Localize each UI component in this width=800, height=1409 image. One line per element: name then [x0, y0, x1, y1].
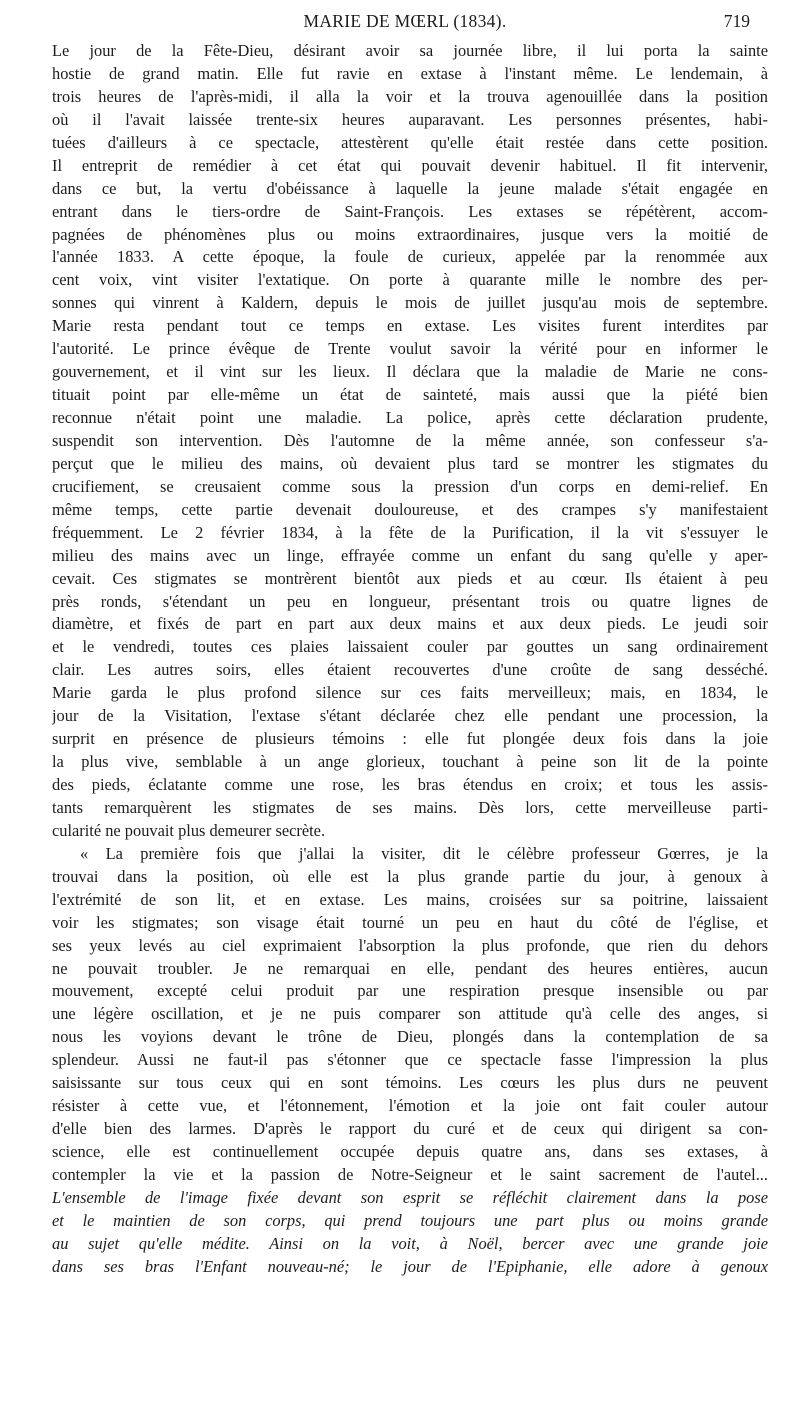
text-line: jour de la Visitation, l'extase s'étant déclarée chez elle pendant une procession, la — [52, 706, 768, 726]
text-line: Marie resta pendant tout ce temps en extase. Les visites furent interdites par — [52, 316, 768, 336]
text-line: science, elle est continuellement occupée depuis quatre ans, dans ses extases, à — [52, 1142, 768, 1161]
body-text — [52, 40, 768, 1279]
text-line: ses yeux levés au ciel exprimaient l'absorption la plus profonde, que rien du dehors — [52, 935, 768, 955]
text-line: perçut que le milieu des mains, où devaient plus tard se montrer les stigmates du — [52, 453, 768, 473]
text-line: crucifiement, se creusaient comme sous la pression d'un corps en demi-relief. En — [52, 476, 768, 496]
text-line: Le jour de la Fête-Dieu, désirant avoir sa journée libre, il lui porta la sainte — [52, 41, 768, 60]
text-line: près ronds, s'étendant un peu en longueur, présentant trois ou quatre lignes de — [52, 591, 768, 611]
text-line: tants remarquèrent les stigmates de ses mains. Dès lors, cette merveilleuse parti- — [52, 797, 768, 817]
text-line: mouvement, excepté celui produit par une respiration presque insensible ou par — [52, 981, 768, 1001]
text-line: d'elle bien des larmes. D'après le rapport du curé et de ceux qui dirigent sa con- — [52, 1119, 768, 1139]
page-number: 719 — [723, 11, 750, 31]
text-line: Il entreprit de remédier à cet état qui pouvait devenir habituel. Il fit intervenir, — [52, 155, 768, 175]
text-line: tituait point par elle-même un état de sainteté, mais aussi que la piété bien — [52, 385, 768, 405]
text-line: dans ce but, la vertu d'obéissance à laquelle la jeune malade s'était engagée en — [52, 178, 768, 198]
text-line: hostie de grand matin. Elle fut ravie en extase à l'instant même. Le lendemain, à — [52, 63, 768, 83]
text-line: milieu des mains avec un linge, effrayée comme un enfant du sang qu'elle y aper- — [52, 545, 768, 565]
text-line: trois heures de l'après-midi, il alla la voir et la trouva agenouillée dans la position — [52, 86, 768, 106]
text-line: « La première fois que j'allai la visiter, dit le célèbre professeur Gœrres, je la — [80, 843, 768, 863]
text-line: l'extrémité de son lit, et en extase. Les mains, croisées sur sa poitrine, laissaient — [52, 889, 768, 909]
text-line: et le vendredi, toutes ces plaies laissaient couler par gouttes un sang ordinairement — [52, 637, 768, 657]
text-line: sonnes qui vinrent à Kaldern, depuis le mois de juillet jusqu'au mois de septembre. — [52, 293, 768, 313]
text-line: l'autorité. Le prince évêque de Trente voulut savoir la vérité pour en informer le — [52, 339, 768, 359]
text-line: entrant dans le tiers-ordre de Saint-François. Les extases se répétèrent, accom- — [52, 201, 768, 221]
text-line: au sujet qu'elle médite. Ainsi on la voit, à Noël, bercer avec une grande joie — [52, 1233, 768, 1253]
text-line: suspendit son intervention. Dès l'automne de la même année, son confesseur s'a- — [52, 430, 768, 450]
running-title: MARIE DE MŒRL (1834). — [303, 11, 507, 31]
text-line: gouvernement, et il vint sur les lieux. Il déclara que la maladie de Marie ne cons- — [52, 362, 768, 382]
text-line: fréquemment. Le 2 février 1834, à la fête de la Purification, il la vit s'essuyer le — [52, 522, 768, 542]
text-line: contempler la vie et la passion de Notre-Seigneur et le saint sacrement de l'autel... — [52, 1164, 768, 1184]
text-line: saisissante sur tous ceux qui en sont témoins. Les cœurs les plus durs ne peuvent — [52, 1073, 768, 1093]
text-line: dans ses bras l'Enfant nouveau-né; le jour de l'Epiphanie, elle adore à genoux — [52, 1256, 768, 1276]
text-line: cularité ne pouvait plus demeurer secrète. — [52, 820, 326, 840]
text-line: diamètre, et fixés de part en part aux deux mains et aux deux pieds. Le jeudi soir — [52, 614, 768, 634]
text-line: Marie garda le plus profond silence sur ces faits merveilleux; mais, en 1834, le — [52, 683, 768, 703]
text-line: reconnue n'était point une maladie. La police, après cette déclaration prudente, — [52, 408, 768, 427]
text-line: pagnées de phénomènes plus ou moins extraordinaires, jusque vers la moitié de — [52, 224, 768, 244]
text-line: voir les stigmates; son visage était tourné un peu en haut du côté de l'église, et — [52, 912, 768, 932]
text-line: résister à cette vue, et l'étonnement, l'émotion et la joie ont fait couler autour — [52, 1096, 768, 1116]
text-line: des pieds, éclatante comme une rose, les bras étendus en croix; et tous les assis- — [52, 775, 768, 794]
text-line: une légère oscillation, et je ne puis comparer son attitude qu'à celle des anges, si — [52, 1004, 768, 1024]
text-line: et le maintien de son corps, qui prend toujours une part plus ou moins grande — [52, 1210, 768, 1230]
text-line: trouvai dans la position, où elle est la plus grande partie du jour, à genoux à — [52, 866, 768, 886]
text-line: cent voix, vint visiter l'extatique. On porte à quarante mille le nombre des per- — [52, 270, 768, 290]
text-line: L'ensemble de l'image fixée devant son esprit se réfléchit clairement dans la pose — [52, 1187, 768, 1207]
text-line: ne pouvait troubler. Je ne remarquai en elle, pendant des heures entières, aucun — [52, 958, 768, 978]
text-line: nous les voyions devant le trône de Dieu, plongés dans la contemplation de sa — [52, 1027, 768, 1047]
text-line: l'année 1833. A cette époque, la foule de curieux, appelée par la renommée aux — [52, 247, 768, 267]
text-line: même temps, cette partie devenait douloureuse, et des crampes s'y manifestaient — [52, 499, 768, 519]
text-line: clair. Les autres soirs, elles étaient recouvertes d'une croûte de sang desséché. — [52, 660, 768, 680]
text-line: surprit en présence de plusieurs témoins : elle fut plongée deux fois dans la joie — [52, 729, 768, 749]
running-head — [60, 11, 750, 39]
text-line: la plus vive, semblable à un ange glorieux, touchant à peine son lit de la pointe — [52, 752, 768, 772]
text-line: tuées d'ailleurs à ce spectacle, attestèrent qu'elle était restée dans cette position. — [52, 132, 768, 152]
text-line: où il l'avait laissée trente-six heures auparavant. Les personnes présentes, habi- — [52, 109, 768, 129]
text-line: splendeur. Aussi ne faut-il pas s'étonner que ce spectacle fasse l'impression la plus — [52, 1050, 768, 1070]
text-line: cevait. Ces stigmates se montrèrent bientôt aux pieds et au cœur. Ils étaient à peu — [52, 568, 768, 588]
